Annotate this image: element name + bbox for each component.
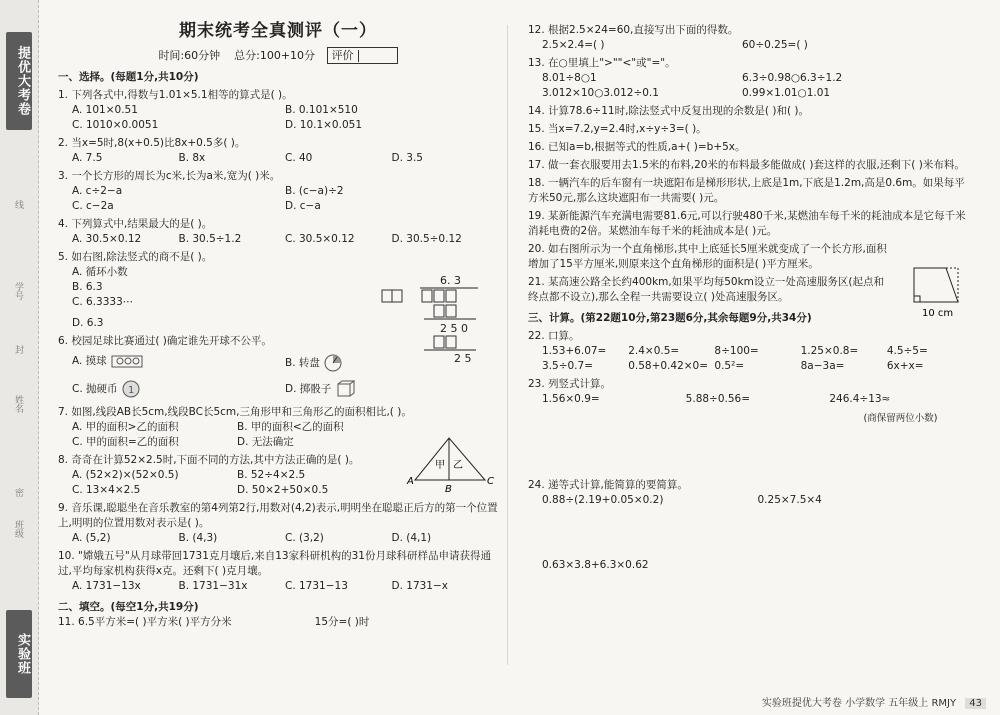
question-9: 9. 音乐课,聪聪坐在音乐教室的第4列第2行,用数对(4,2)表示,明明坐在聪聪正后方的第一个位置上,明明的位置用数对表示是( )。 [58, 502, 498, 529]
option: C. c−2a [72, 200, 114, 212]
coin-icon [121, 379, 141, 399]
option: A. 甲的面积>乙的面积 [72, 421, 179, 433]
question-23-note: (商保留两位小数) [863, 413, 938, 424]
item: 1.56×0.9= [542, 393, 600, 405]
question-24: 24. 递等式计算,能简算的要简算。 [528, 479, 688, 491]
option: D. 无法确定 [237, 436, 294, 448]
question-10-options [58, 579, 498, 594]
item: 2.4×0.5= [628, 345, 680, 357]
triangle-yi-label: 乙 [453, 460, 463, 471]
item: 8÷100= [714, 345, 759, 357]
question-12: 12. 根据2.5×24=60,直接写出下面的得数。 [528, 24, 739, 36]
item: 0.99×1.01○1.01 [742, 87, 831, 99]
item: 0.25×7.5×4 [757, 494, 822, 506]
question-8-options [58, 468, 402, 498]
question-12-items [528, 38, 942, 53]
question-6: 6. 校园足球比赛通过( )确定谁先开球不公平。 [58, 335, 272, 347]
question-5: 5. 如右图,除法竖式的商不是( )。 [58, 251, 213, 263]
item: 5.88÷0.56= [685, 393, 751, 405]
triangle-figure [405, 432, 495, 496]
section-choice: 一、选择。(每题1分,共10分) [58, 71, 199, 83]
division-figure [380, 272, 480, 364]
item: 8a−3a= [800, 360, 845, 372]
spine-brand-bottom: 实验班 [6, 610, 32, 698]
spine-label-class: 班级 [13, 520, 23, 538]
option: C. (3,2) [285, 532, 324, 544]
total-score: 总分:100+10分 [234, 49, 316, 62]
question-18: 18. 一辆汽车的后车窗有一块遮阳布是梯形形状,上底是1m,下底是1.2m,高是0.6m。如果每平方米50元,那么这块遮阳布一共需要( )元。 [528, 177, 965, 204]
option: C. 13×4×2.5 [72, 484, 141, 496]
spinner-icon [323, 353, 343, 373]
item: 2.5×2.4=( ) [542, 39, 605, 51]
item: 1.25×0.8= [800, 345, 859, 357]
point-c-label: C [487, 476, 494, 487]
option: C. 30.5×0.12 [285, 233, 355, 245]
question-20: 20. 如右图所示为一个直角梯形,其中上底延长5厘米就变成了一个长方形,面积增加了15平方厘米,则原来这个直角梯形的面积是( )平方厘米。 [528, 243, 887, 270]
question-7-options [58, 420, 402, 450]
question-1-options [58, 103, 498, 133]
question-14: 14. 计算78.6÷11时,除法竖式中反复出现的余数是( )和( )。 [528, 105, 809, 117]
question-24-items [528, 493, 973, 508]
question-11-part2: 15分=( )时 [314, 616, 370, 628]
spine-label-seal: 封 [13, 345, 23, 354]
dice-icon [335, 379, 355, 399]
option: C. 1010×0.0051 [72, 119, 159, 131]
question-3-options [58, 184, 498, 214]
option: A. c÷2−a [72, 185, 123, 197]
option: C. 1731−13 [285, 580, 348, 592]
question-13-items [528, 71, 942, 101]
item: 3.012×10○3.012÷0.1 [542, 87, 659, 99]
option: A. 1731−13x [72, 580, 141, 592]
spine-brand-top: 提优大考卷 [6, 32, 32, 130]
item: 0.5²= [714, 360, 745, 372]
page-title: 期末统考全真测评（一） [179, 21, 377, 41]
svg-text:1: 1 [127, 385, 135, 396]
question-9-options [58, 531, 498, 546]
footer-text: 实验班提优大考卷 小学数学 五年级上 RMJY [761, 698, 957, 709]
option: B. 30.5÷1.2 [178, 233, 242, 245]
point-a-label: A [407, 476, 414, 487]
item: 246.4÷13≈ [829, 393, 891, 405]
option: A. 摸球 [72, 353, 285, 373]
exam-meta [58, 47, 498, 64]
division-quotient: 6. 3 [440, 274, 461, 287]
option: D. 50×2+50×0.5 [237, 484, 329, 496]
option: D. (4,1) [391, 532, 432, 544]
item: 4.5÷5= [886, 345, 928, 357]
section-calc: 三、计算。(第22题10分,第23题6分,其余每题9分,共34分) [528, 312, 812, 324]
question-2-options [58, 151, 498, 166]
option: A. 循环小数 [72, 266, 128, 278]
option: D. 30.5÷0.12 [391, 233, 462, 245]
option: D. c−a [285, 200, 321, 212]
option: A. 7.5 [72, 152, 103, 164]
rating-label: 评价 [331, 49, 354, 62]
question-2: 2. 当x=5时,8(x+0.5)比8x+0.5多( )。 [58, 137, 246, 149]
column-divider [507, 25, 508, 665]
division-remainder-2: 2 5 [454, 352, 472, 364]
option: B. 0.101×510 [285, 104, 358, 116]
triangle-jia-label: 甲 [435, 460, 445, 471]
item: 8.01÷8○1 [542, 72, 597, 84]
question-23-items [528, 392, 973, 407]
question-6-options-row2 [58, 379, 498, 399]
item: 6.3÷0.98○6.3÷1.2 [742, 72, 843, 84]
ball-box-icon [110, 353, 144, 369]
question-19: 19. 某新能源汽车充满电需要81.6元,可以行驶480千米,某燃油车每千米的耗油成本是它每千米消耗电费的2倍。某燃油车每千米的耗油成本是( )元。 [528, 210, 966, 237]
option: D. 1731−x [391, 580, 448, 592]
question-21: 21. 某高速公路全长约400km,如果平均每50km设立一处高速服务区(起点和终点都不设立),那么全程一共需要设立( )处高速服务区。 [528, 276, 884, 303]
question-7: 7. 如图,线段AB长5cm,线段BC长5cm,三角形甲和三角形乙的面积相比,( )。 [58, 406, 412, 418]
option: B. 8x [178, 152, 206, 164]
question-17: 17. 做一套衣服要用去1.5米的布料,20米的布料最多能做成( )套这样的衣服,还剩下( )米布料。 [528, 159, 965, 171]
question-3: 3. 一个长方形的周长为c米,长为a米,宽为( )米。 [58, 170, 281, 182]
option: A. 30.5×0.12 [72, 233, 142, 245]
option: B. (4,3) [178, 532, 218, 544]
item: 3.5÷0.7= [542, 360, 593, 372]
option: B. 52÷4×2.5 [237, 469, 306, 481]
option: B. 转盘 [285, 353, 498, 373]
option: C. 40 [285, 152, 313, 164]
question-11-part1: 11. 6.5平方米=( )平方米( )平方分米 [58, 616, 232, 628]
option: C. 抛硬币 1 [72, 379, 285, 399]
question-15: 15. 当x=7.2,y=2.4时,x÷y÷3=( )。 [528, 123, 707, 135]
question-1: 1. 下列各式中,得数与1.01×5.1相等的算式是( )。 [58, 89, 293, 101]
question-16: 16. 已知a=b,根据等式的性质,a+( )=b+5x。 [528, 141, 746, 153]
question-22-row-1 [528, 344, 973, 359]
question-13: 13. 在○里填上">""<"或"="。 [528, 57, 676, 69]
option: B. (c−a)÷2 [285, 185, 344, 197]
item: 0.88÷(2.19+0.05×0.2) [542, 494, 664, 506]
item: 1.53+6.07= [542, 345, 607, 357]
option: A. (52×2)×(52×0.5) [72, 469, 179, 481]
point-b-label: B [445, 484, 452, 495]
item: 6x+x= [886, 360, 924, 372]
question-22-row-2 [528, 359, 973, 374]
time-limit: 时间:60分钟 [158, 49, 221, 62]
option: C. 6.3333⋯ [72, 296, 134, 308]
option: D. 掷骰子 [285, 379, 498, 399]
rating-blank [358, 50, 393, 62]
question-4: 4. 下列算式中,结果最大的是( )。 [58, 218, 213, 230]
question-4-options [58, 232, 498, 247]
question-10: 10. "嫦娥五号"从月球带回1731克月壤后,来自13家科研机构的31份月球科研样品申请获得通过,平均每家机构获得x克。还剩下( )克月壤。 [58, 550, 491, 577]
trapezoid-figure [900, 262, 970, 322]
question-23: 23. 列竖式计算。 [528, 378, 612, 390]
question-24-item-3: 0.63×3.8+6.3×0.62 [542, 559, 649, 571]
spine-label-name: 姓名 [13, 395, 23, 413]
page-number: 43 [965, 698, 986, 709]
division-remainder-1: 2 5 0 [440, 322, 468, 335]
option: B. 甲的面积<乙的面积 [237, 421, 344, 433]
option: A. 101×0.51 [72, 104, 138, 116]
item: 60÷0.25=( ) [742, 39, 808, 51]
page-footer [762, 694, 986, 709]
section-fill: 二、填空。(每空1分,共19分) [58, 601, 199, 613]
option: B. 1731−31x [178, 580, 248, 592]
option: B. 6.3 [72, 281, 103, 293]
spine-label-line: 线 [13, 200, 23, 209]
rating-box [327, 47, 398, 64]
spine-label-id: 学号 [13, 282, 23, 300]
question-22: 22. 口算。 [528, 330, 580, 342]
question-8: 8. 奇奇在计算52×2.5时,下面不同的方法,其中方法正确的是( )。 [58, 454, 360, 466]
option: D. 3.5 [391, 152, 423, 164]
option: C. 甲的面积=乙的面积 [72, 436, 179, 448]
trapezoid-base-label: 10 cm [922, 308, 954, 319]
option: A. (5,2) [72, 532, 111, 544]
question-11 [58, 615, 498, 630]
spine-label-secret: 密 [13, 488, 23, 497]
item: 0.58+0.42×0= [628, 360, 709, 372]
option: D. 10.1×0.051 [285, 119, 362, 131]
option: D. 6.3 [72, 317, 104, 329]
binding-spine [0, 0, 39, 715]
